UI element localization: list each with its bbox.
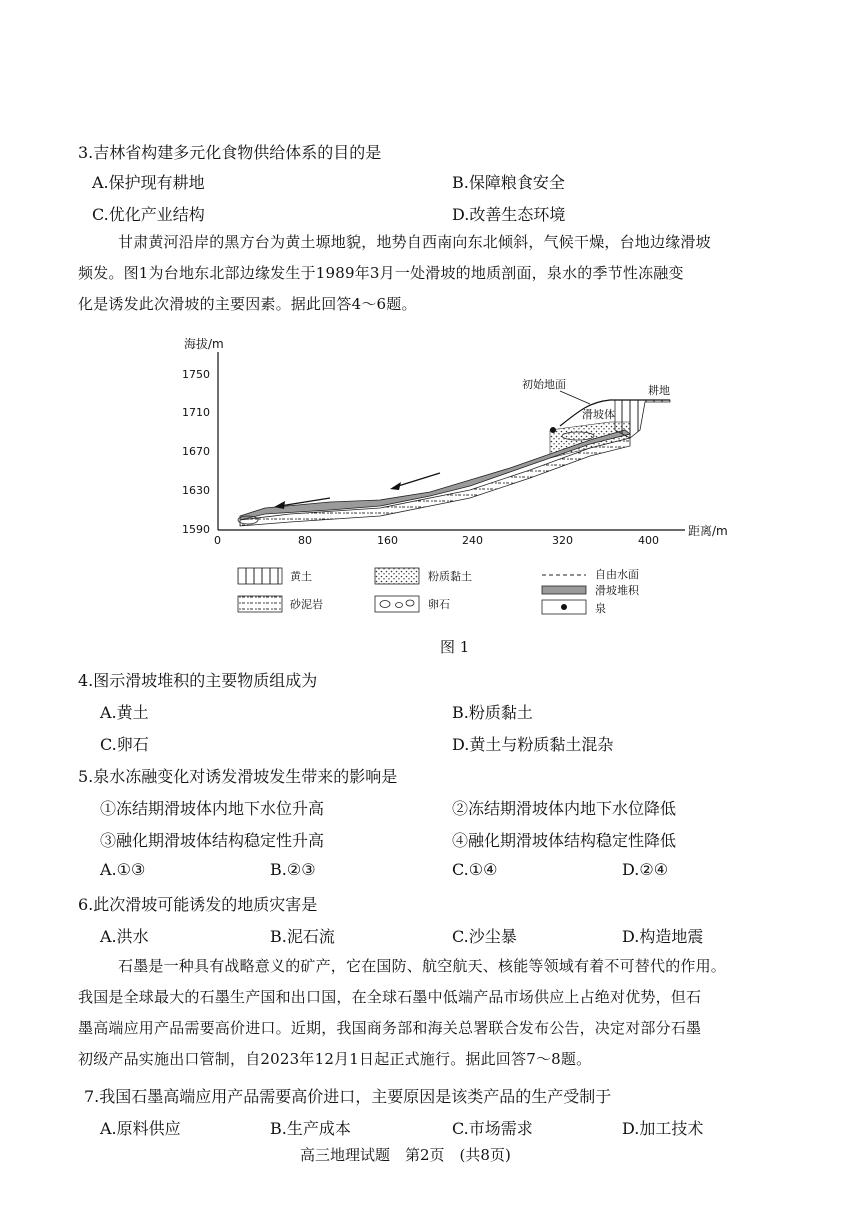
- q5-option-d: D.②④: [622, 860, 669, 879]
- q6-option-b: B.泥石流: [270, 927, 335, 946]
- arrow-head: [390, 482, 401, 490]
- x-tick-160: 160: [377, 534, 398, 547]
- question-4-stem: 4.图示滑坡堆积的主要物质组成为: [78, 671, 318, 690]
- legend-sandy-mudstone-label: 砂泥岩: [290, 598, 323, 611]
- y-tick-1670: 1670: [182, 445, 210, 458]
- legend-free-water-label: 自由水面: [595, 568, 639, 581]
- q5-option-a: A.①③: [100, 860, 146, 879]
- geologic-profile-figure: [170, 330, 760, 630]
- legend-silty-clay-swatch: [375, 568, 419, 584]
- q4-option-b: B.粉质黏土: [452, 703, 533, 722]
- question-7-stem: 7.我国石墨高端应用产品需要高价进口，主要原因是该类产品的生产受制于: [84, 1087, 612, 1106]
- label-slide-body: 滑坡体: [582, 408, 615, 421]
- q7-option-a: A.原料供应: [100, 1119, 181, 1138]
- y-tick-1710: 1710: [182, 406, 210, 419]
- legend-pebble-label: 卵石: [428, 598, 450, 611]
- passage-2-line-1: 石墨是一种具有战略意义的矿产，它在国防、航空航天、核能等领域有着不可替代的作用。: [118, 957, 727, 975]
- y-axis-label: 海拔/m: [184, 337, 224, 351]
- x-tick-240: 240: [462, 534, 483, 547]
- loess-cliff: [615, 400, 670, 438]
- x-tick-80: 80: [298, 534, 312, 547]
- x-tick-400: 400: [638, 534, 659, 547]
- label-farmland: 耕地: [648, 384, 670, 397]
- q6-option-c: C.沙尘暴: [452, 927, 517, 946]
- q4-option-a: A.黄土: [100, 703, 149, 722]
- q6-option-a: A.洪水: [100, 927, 149, 946]
- q7-option-c: C.市场需求: [452, 1119, 533, 1138]
- q5-option-b: B.②③: [270, 860, 316, 879]
- passage-2-line-3: 墨高端应用产品需要高价进口。近期，我国商务部和海关总署联合发布公告，决定对部分石墨: [78, 1019, 702, 1037]
- q4-option-c: C.卵石: [100, 735, 149, 754]
- q5-statement-4: ④融化期滑坡体结构稳定性降低: [452, 831, 677, 850]
- q3-option-d: D.改善生态环境: [452, 205, 566, 224]
- q7-option-d: D.加工技术: [622, 1119, 704, 1138]
- y-tick-1590: 1590: [182, 523, 210, 536]
- passage-2-line-2: 我国是全球最大的石墨生产国和出口国，在全球石墨中低端产品市场供应上占绝对优势，但石: [78, 988, 702, 1006]
- legend-spring-label: 泉: [595, 602, 606, 615]
- legend-loess-swatch: [238, 568, 282, 584]
- figure-caption: 图 1: [440, 638, 470, 656]
- y-tick-1750: 1750: [182, 368, 210, 381]
- q5-statement-1: ①冻结期滑坡体内地下水位升高: [100, 799, 325, 818]
- passage-1-line-1: 甘肃黄河沿岸的黑方台为黄土塬地貌，地势自西南向东北倾斜，气候干燥，台地边缘滑坡: [118, 233, 711, 251]
- q5-option-c: C.①④: [452, 860, 498, 879]
- passage-1-line-3: 化是诱发此次滑坡的主要因素。据此回答4～6题。: [78, 295, 417, 313]
- legend-landslide-deposit-label: 滑坡堆积: [595, 584, 639, 597]
- x-axis-label: 距离/m: [688, 524, 728, 538]
- question-3-stem: 3.吉林省构建多元化食物供给体系的目的是: [78, 143, 382, 162]
- q5-statement-3: ③融化期滑坡体结构稳定性升高: [100, 831, 325, 850]
- x-tick-0: 0: [214, 534, 221, 547]
- q3-option-c: C.优化产业结构: [92, 205, 205, 224]
- legend-pebble-swatch: [375, 596, 419, 612]
- q3-option-b: B.保障粮食安全: [452, 173, 565, 192]
- label-initial-ground: 初始地面: [522, 378, 566, 391]
- passage-1-line-2: 频发。图1为台地东北部边缘发生于1989年3月一处滑坡的地质剖面，泉水的季节性冻融变: [78, 264, 684, 282]
- legend-landslide-deposit-swatch: [542, 586, 586, 594]
- q6-option-d: D.构造地震: [622, 927, 704, 946]
- legend-loess-label: 黄土: [290, 570, 312, 583]
- question-5-stem: 5.泉水冻融变化对诱发滑坡发生带来的影响是: [78, 767, 398, 786]
- spring-marker: [550, 427, 556, 433]
- y-tick-1630: 1630: [182, 484, 210, 497]
- q3-option-a: A.保护现有耕地: [92, 173, 205, 192]
- q4-option-d: D.黄土与粉质黏土混杂: [452, 735, 614, 754]
- q5-statement-2: ②冻结期滑坡体内地下水位降低: [452, 799, 677, 818]
- legend-silty-clay-label: 粉质黏土: [428, 570, 472, 583]
- question-6-stem: 6.此次滑坡可能诱发的地质灾害是: [78, 895, 318, 914]
- page-footer: 高三地理试题 第2页 (共8页): [300, 1146, 511, 1164]
- passage-2-line-4: 初级产品实施出口管制，自2023年12月1日起正式施行。据此回答7～8题。: [78, 1050, 592, 1068]
- legend-sandy-mudstone-swatch: [238, 596, 282, 612]
- x-tick-320: 320: [552, 534, 573, 547]
- slide-direction-arrow: [395, 473, 440, 487]
- q7-option-b: B.生产成本: [270, 1119, 351, 1138]
